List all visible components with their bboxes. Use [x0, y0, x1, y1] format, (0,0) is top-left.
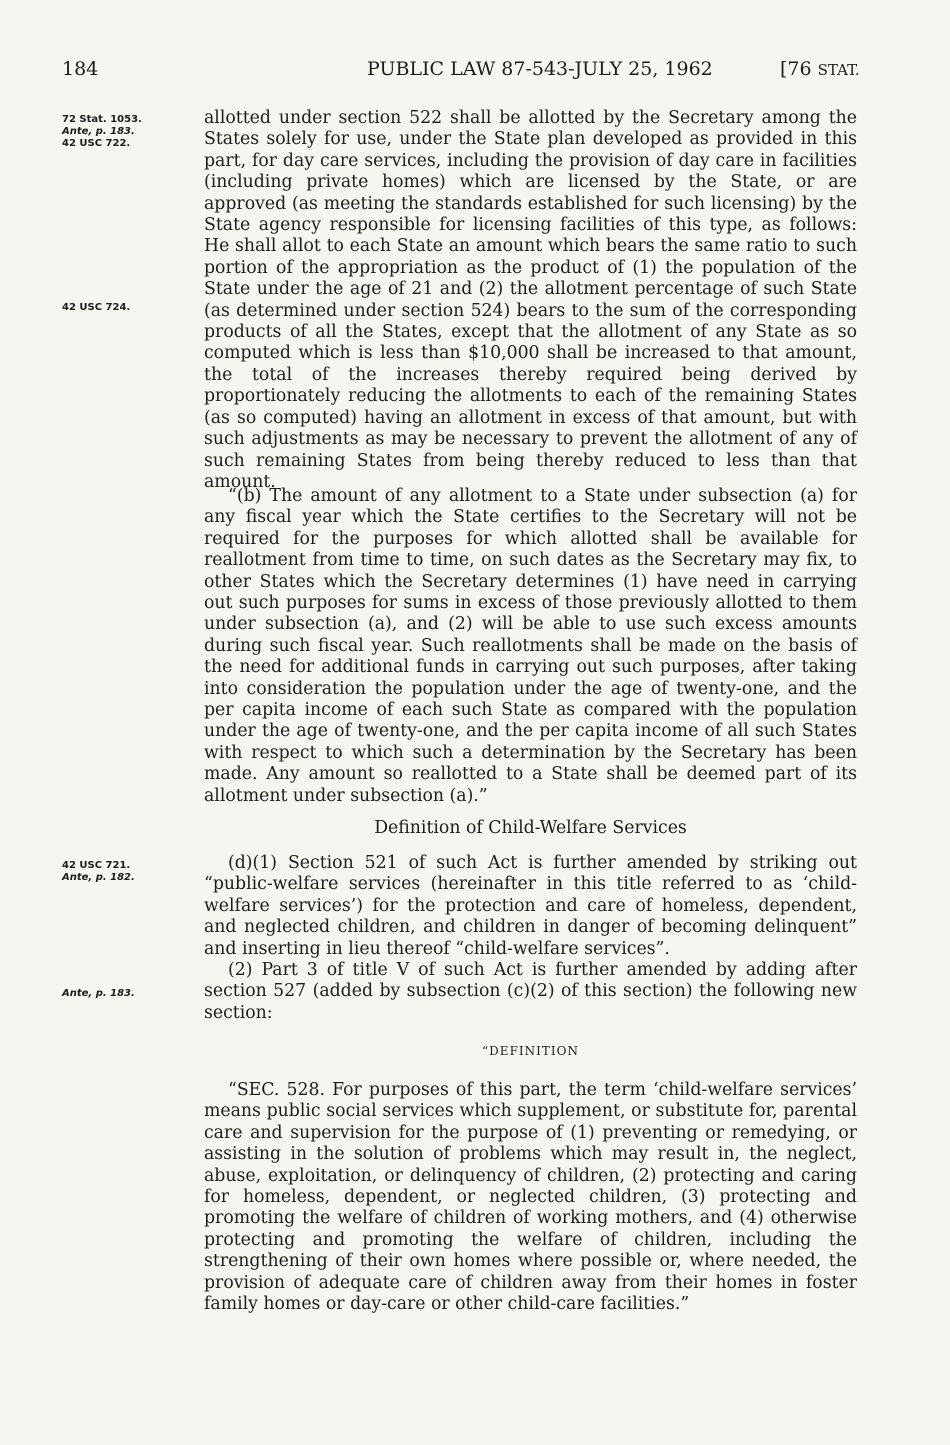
margin-note-line: 72 Stat. 1053. [62, 114, 142, 125]
margin-note-4: Ante, p. 183. [62, 988, 135, 999]
margin-note-line: 42 USC 721. [62, 860, 131, 871]
paragraph-d2: (2) Part 3 of title V of such Act is further amended by adding after section 527 (added by subsection (c)(2) of this section) the following new section: [204, 960, 857, 1023]
page-number: 184 [62, 58, 99, 80]
margin-note-line: Ante, p. 182. [62, 872, 135, 883]
statute-word: STAT. [817, 61, 860, 79]
paragraph-sec-528: “SEC. 528. For purposes of this part, the term ‘child-welfare services’ means public social services which supplement, or substitute for, parental care and supervision for the purpose of (1) preventing or remedying, or assisting in the solution of problems which may result in, the neglect, abuse, exploitation, or delinquency of children, (2) protecting and caring for homeless, dependent, or neglected children, (3) protecting and promoting the welfare of children of working mothers, and (4) otherwise protecting and promoting the welfare of children, including the strengthening of their own homes where possible or, where needed, the provision of adequate care of children away from their homes in foster family homes or day-care or other child-care facilities.” [204, 1080, 857, 1315]
definition-subheading: “DEFINITION [482, 1044, 579, 1058]
margin-note-1 [62, 114, 182, 150]
statute-reference [780, 58, 860, 80]
paragraph-subsection-b: “(b) The amount of any allotment to a State under subsection (a) for any fiscal year which the State certifies to the Secretary will not be required for the purposes for which allotted shall be available for reallotment from time to time, on such dates as the Secretary may fix, to other States which the Secretary determines (1) have need in carrying out such purposes for sums in excess of those previously allotted to them under subsection (a), and (2) will be able to use such excess amounts during such fiscal year. Such reallotments shall be made on the basis of the need for additional funds in carrying out such purposes, after taking into consideration the population under the age of twenty-one, and the per capita income of each such State as compared with the population under the age of twenty-one, and the per capita income of all such States with respect to which such a determination by the Secretary has been made. Any amount so reallotted to a State shall be deemed part of its allotment under subsection (a).” [204, 486, 857, 806]
margin-note-3 [62, 860, 182, 884]
paragraph-d1: (d)(1) Section 521 of such Act is further amended by striking out “public-welfare services (hereinafter in this title referred to as ‘child-welfare services’) for the protection and care of homeless, dependent, and neglected children, and children in danger of becoming delinquent” and inserting in lieu thereof “child-welfare services”. [204, 853, 857, 959]
margin-note-line: Ante, p. 183. [62, 126, 135, 137]
running-title: PUBLIC LAW 87-543-JULY 25, 1962 [367, 58, 713, 80]
margin-note-line: 42 USC 722. [62, 138, 131, 149]
statute-volume: [76 [780, 58, 818, 80]
margin-note-2: 42 USC 724. [62, 302, 131, 313]
paragraph-allotment: allotted under section 522 shall be allotted by the Secretary among the States solely for use, under the State plan developed as provided in this part, for day care services, including the provision of day care in facilities (including private homes) which are licensed by the State, or are approved (as meeting the standards established for such licensing) by the State agency responsible for licensing facilities of this type, as follows: He shall allot to each State an amount which bears the same ratio to such portion of the appropriation as the product of (1) the population of the State under the age of 21 and (2) the allotment percentage of such State (as determined under section 524) bears to the sum of the corresponding products of all the States, except that the allotment of any State as so computed which is less than $10,000 shall be increased to that amount, the total of the increases thereby required being derived by proportionately reducing the allotments to each of the remaining States (as so computed) having an allotment in excess of that amount, but with such adjustments as may be necessary to prevent the allotment of any of such remaining States from being thereby reduced to less than that amount. [204, 108, 857, 492]
section-heading: Definition of Child-Welfare Services [374, 818, 687, 838]
